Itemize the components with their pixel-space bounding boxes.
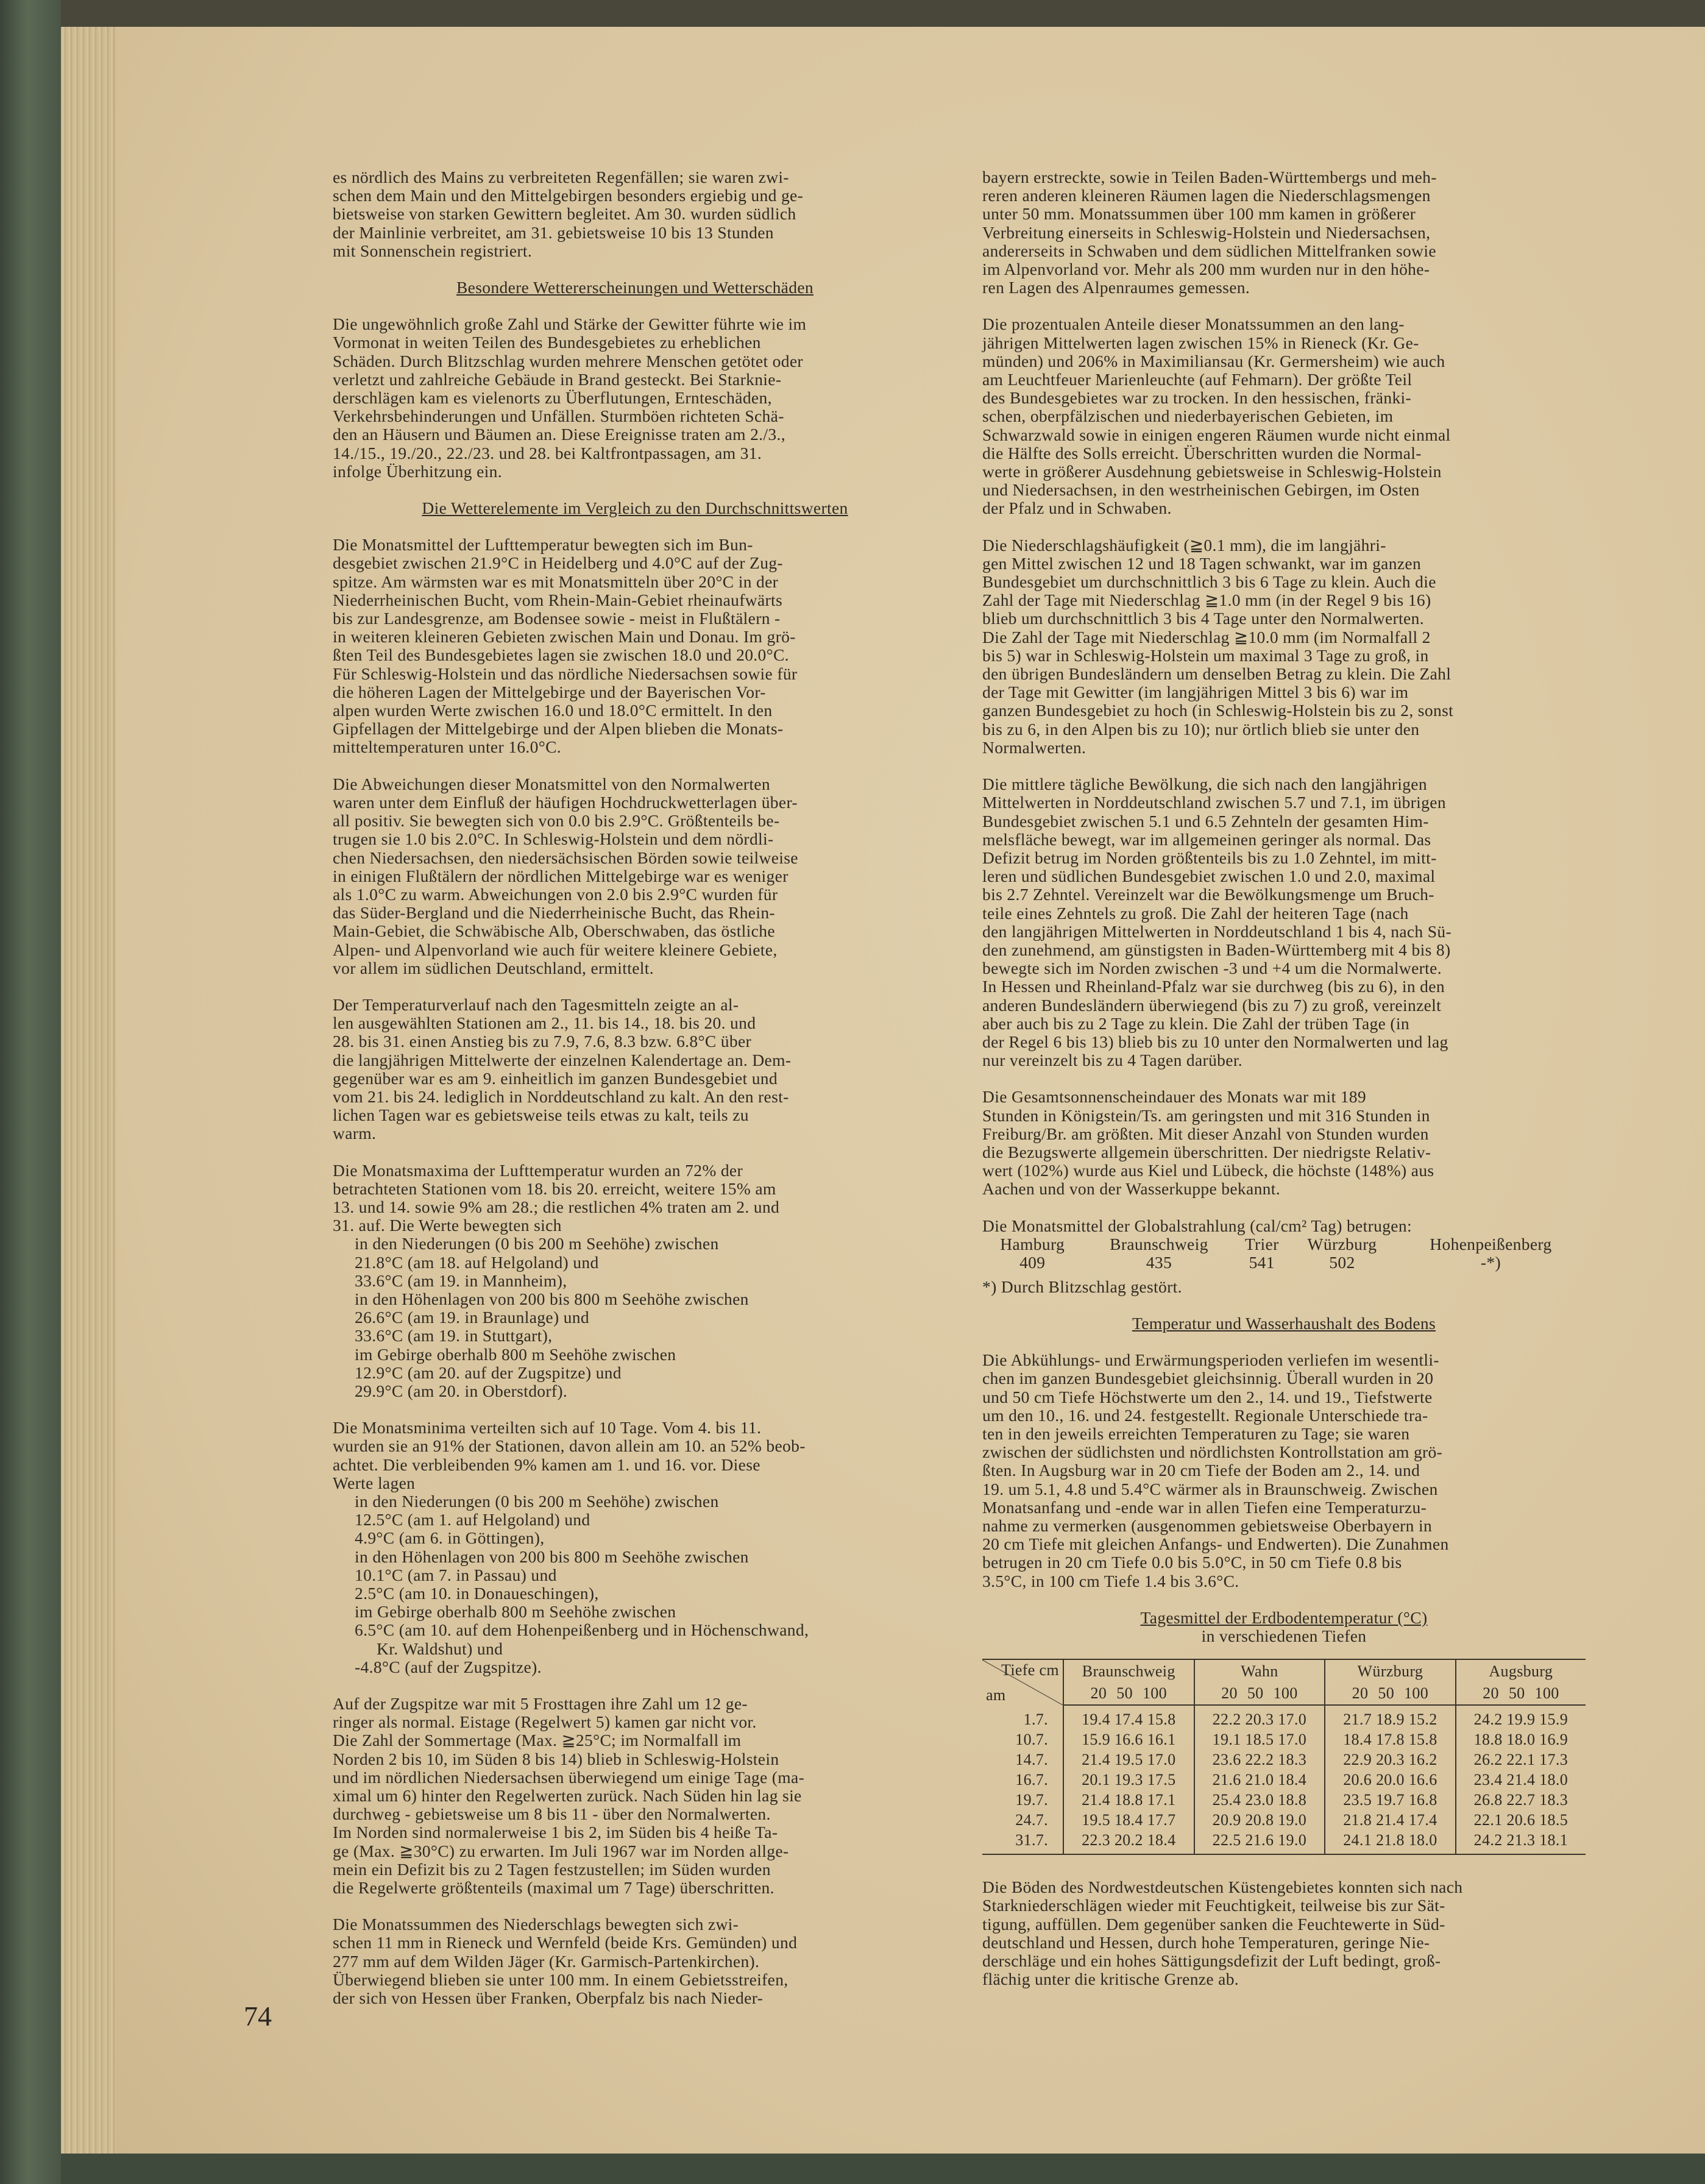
text-line: ßten Teil des Bundesgebietes lagen sie zwischen 18.0 und 20.0°C. [333,645,789,665]
temperature-cell: 24.1 21.8 18.0 [1325,1830,1456,1854]
text-line: vor allem im südlichen Deutschland, ermittelt. [333,958,654,977]
row-date: 1.7. [982,1705,1063,1729]
radiation-value: 409 [1019,1252,1046,1272]
text-line: ßten. In Augsburg war in 20 cm Tiefe der Boden am 2., 14. und [982,1461,1420,1480]
text-line: Zahl der Tage mit Niederschlag ≧1.0 mm (in der Regel 9 bis 16) [982,590,1431,610]
depth-label: 100 [1142,1684,1168,1703]
text-line: der Regel 6 bis 13) blieb bis zu 10 unter den Normalwerten und lag [982,1032,1448,1051]
list-line: 29.9°C (am 20. in Oberstdorf). [355,1381,568,1400]
list-line: 2.5°C (am 10. in Donaueschingen), [355,1584,599,1603]
text-line: am Leuchtfeuer Marienleuchte (auf Fehmarn). Der größte Teil [982,370,1413,389]
temperature-cell: 20.9 20.8 19.0 [1194,1810,1325,1830]
depth-header [1194,1682,1325,1706]
text-line: mein ein Defizit bis zu 2 Tagen festzustellen; im Süden wurden [333,1859,771,1879]
global-radiation-stations-row [982,1235,1586,1253]
temperature-cell: 24.2 21.3 18.1 [1456,1830,1586,1854]
station-header: Würzburg [1325,1659,1456,1682]
temperature-cell: 22.2 20.3 17.0 [1194,1705,1325,1729]
section-heading: Besondere Wettererscheinungen und Wetterschäden [456,278,814,297]
text-line: Verkehrsbehinderungen und Unfällen. Sturmböen richteten Schä- [333,406,784,426]
text-line: derschläge und ein hohes Sättigungsdefizit der Luft bedingt, groß- [982,1951,1441,1971]
text-line: bietsweise von starken Gewittern begleitet. Am 30. wurden südlich [333,204,796,224]
text-paragraph [982,1088,1586,1198]
text-line: Monatsanfang und -ende war in allen Tiefen eine Temperaturzu- [982,1497,1427,1517]
temperature-cell: 23.6 22.2 18.3 [1194,1750,1325,1770]
text-line: in einigen Flußtälern der nördlichen Mittelgebirge war es weniger [333,866,789,885]
temperature-cell: 19.1 18.5 17.0 [1194,1729,1325,1750]
soil-table-body [982,1705,1586,1854]
text-line: andererseits in Schwaben und dem südlichen Mittelfranken sowie [982,241,1436,260]
list-line: -4.8°C (auf der Zugspitze). [355,1657,542,1676]
right-text-column [982,168,1586,2007]
row-date: 10.7. [982,1729,1063,1750]
text-line: Die Monatssummen des Niederschlags bewegten sich zwi- [333,1915,739,1934]
book-binding-top [0,0,1705,27]
text-line: betrachteten Stationen vom 18. bis 20. erreicht, weitere 15% am [333,1179,776,1198]
text-line: Verbreitung einerseits in Schleswig-Holstein und Niedersachsen, [982,222,1431,242]
table-row [982,1770,1586,1790]
text-paragraph [982,168,1586,297]
depth-header [1325,1682,1456,1706]
text-line: des Bundesgebietes war zu trocken. In den hessischen, fränki- [982,388,1412,408]
soil-paragraph [982,1351,1586,1590]
text-line: schen 11 mm in Rieneck und Wernfeld (beide Krs. Gemünden) und [333,1933,798,1952]
radiation-station: Braunschweig [1110,1234,1208,1253]
depth-label: 20 [1090,1684,1107,1703]
text-line: die Bezugswerte allgemein überschritten. Der niedrigste Relativ- [982,1142,1431,1161]
list-line: im Gebirge oberhalb 800 m Seehöhe zwischen [355,1602,676,1622]
text-line: Überwiegend blieben sie unter 100 mm. In einem Gebietsstreifen, [333,1970,789,1989]
radiation-value: -*) [1480,1252,1501,1272]
text-line: gen Mittel zwischen 12 und 18 Tagen schwankt, war im ganzen [982,553,1422,573]
table-row [982,1750,1586,1770]
text-line: Auf der Zugspitze war mit 5 Frosttagen ihre Zahl um 12 ge- [333,1694,748,1714]
station-header: Braunschweig [1063,1659,1194,1682]
temperature-cell: 18.4 17.8 15.8 [1325,1729,1456,1750]
text-line: 31. auf. Die Werte bewegten sich [333,1216,562,1235]
text-line: 14./15., 19./20., 22./23. und 28. bei Kaltfrontpassagen, am 31. [333,443,762,463]
table-row [982,1790,1586,1810]
text-line: Gipfellagen der Mittelgebirge und der Alpen blieben die Monats- [333,719,784,739]
text-line: Alpen- und Alpenvorland wie auch für weitere kleinere Gebiete, [333,940,778,959]
text-paragraph [333,775,937,977]
soil-table-subtitle: in verschiedenen Tiefen [1201,1626,1367,1646]
text-line: gegenüber war es am 9. einheitlich im ganzen Bundesgebiet und [333,1068,778,1088]
temperature-cell: 21.6 21.0 18.4 [1194,1770,1325,1790]
list-line: 10.1°C (am 7. in Passau) und [355,1565,557,1584]
text-line: ten in den jeweils erreichten Temperaturen zu Tage; sie waren [982,1424,1410,1443]
global-radiation-table [982,1235,1586,1272]
text-line: schen dem Main und den Mittelgebirgen besonders ergiebig und ge- [333,186,804,205]
soil-table-station-header [982,1659,1586,1682]
text-line: derschlägen kam es vielenorts zu Überflutungen, Ernteschäden, [333,388,772,408]
text-line: ganzen Bundesgebiet zu hoch (in Schleswig-Holstein bis zu 2, sonst [982,701,1454,720]
text-line: in weiteren kleineren Gebieten zwischen Main und Donau. Im grö- [333,627,796,647]
text-line: waren unter dem Einfluß der häufigen Hochdruckwetterlagen über- [333,792,798,812]
list-line: 12.5°C (am 1. auf Helgoland) und [355,1510,590,1530]
radiation-station: Hamburg [1000,1234,1065,1253]
text-line: wert (102%) wurde aus Kiel und Lübeck, die höchste (148%) aus [982,1161,1434,1180]
list-line: 33.6°C (am 19. in Mannheim), [355,1271,567,1290]
text-line: die Hälfte des Solls erreicht. Überschritten wurden die Normal- [982,443,1422,463]
text-line: Die Gesamtsonnenscheindauer des Monats war mit 189 [982,1087,1366,1107]
temperature-cell: 22.3 20.2 18.4 [1063,1830,1194,1854]
temperature-cell: 22.1 20.6 18.5 [1473,1811,1569,1829]
temperature-cell: 22.9 20.3 16.2 [1325,1750,1456,1770]
text-line: leren und südlichen Bundesgebiet zwischen 1.0 und 2.0, maximal [982,867,1436,886]
text-paragraph [333,168,937,260]
text-line: bis 5) war in Schleswig-Holstein um maximal 3 Tage zu groß, in [982,645,1429,665]
temperature-cell: 22.5 21.6 19.0 [1194,1830,1325,1854]
temperature-cell: 15.9 16.6 16.1 [1063,1729,1194,1750]
soil-temperature-table [982,1659,1586,1855]
text-line: um den 10., 16. und 24. festgestellt. Regionale Unterschiede tra- [982,1405,1428,1425]
list-line: 21.8°C (am 18. auf Helgoland) und [355,1252,599,1272]
text-line: Mittelwerten in Norddeutschland zwischen 5.7 und 7.1, im übrigen [982,793,1446,812]
depth-label: 20 [1483,1684,1499,1703]
text-line: bis 2.7 Zehntel. Vereinzelt war die Bewölkungsmenge um Bruch- [982,885,1434,904]
text-line: Die Monatsmaxima der Lufttemperatur wurden an 72% der [333,1160,743,1180]
row-date: 24.7. [982,1810,1063,1830]
radiation-station: Würzburg [1307,1234,1377,1253]
text-line: Die ungewöhnlich große Zahl und Stärke der Gewitter führte wie im [333,314,807,334]
text-line: Die Abweichungen dieser Monatsmittel von den Normalwerten [333,774,770,793]
text-line: bis zu 6, in den Alpen bis zu 10); nur örtlich blieb sie unter den [982,719,1420,739]
text-line: und im nördlichen Niedersachsen überwiegend um einige Tage (ma- [333,1767,805,1787]
depth-label: 50 [1378,1684,1395,1703]
text-paragraph [333,1695,937,1897]
depth-label: 100 [1404,1684,1429,1703]
text-line: 277 mm auf dem Wilden Jäger (Kr. Garmisch-Partenkirchen). [333,1951,760,1971]
text-line: Die Monatsminima verteilten sich auf 10 Tage. Vom 4. bis 11. [333,1418,762,1438]
text-line: Stunden in Königstein/Ts. am geringsten und mit 316 Stunden in [982,1105,1430,1125]
text-line: Für Schleswig-Holstein und das nördliche Niedersachsen sowie für [333,664,798,683]
text-line: der sich von Hessen über Franken, Oberpfalz bis nach Nieder- [333,1988,764,2008]
text-line: Vormonat in weiten Teilen des Bundesgebietes zu erheblichen [333,333,761,352]
radiation-station: Hohenpeißenberg [1430,1234,1552,1253]
soil-section-heading: Temperatur und Wasserhaushalt des Bodens [1132,1313,1436,1333]
soil-table-depth-header [982,1682,1586,1706]
temperature-cell: 21.4 19.5 17.0 [1063,1750,1194,1770]
text-paragraph [982,536,1586,757]
page-number: 74 [244,2001,272,2032]
list-line: Kr. Waldshut) und [377,1639,503,1658]
text-line: nahme zu vermerken (ausgenommen gebietsweise Oberbayern in [982,1516,1433,1535]
text-line: teile eines Zehntels zu groß. Die Zahl der heiteren Tage (nach [982,903,1409,923]
text-line: Bundesgebiet um durchschnittlich 3 bis 6 Tage zu klein. Auch die [982,572,1436,592]
list-line: 33.6°C (am 19. in Stuttgart), [355,1326,553,1346]
radiation-value: 502 [1329,1252,1355,1272]
text-line: In Hessen und Rheinland-Pfalz war sie durchweg (bis zu 6), in den [982,977,1445,996]
closing-paragraph [982,1878,1586,1988]
temperature-cell: 25.4 23.0 18.8 [1194,1790,1325,1810]
text-line: Die Zahl der Sommertage (Max. ≧25°C; im Normalfall im [333,1731,742,1750]
text-line: chen im ganzen Bundesgebiet gleichsinnig. Überall wurden in 20 [982,1369,1434,1388]
temperature-cell: 21.4 18.8 17.1 [1063,1790,1194,1810]
text-line: bewegte sich im Norden zwischen -3 und +4 um die Normalwerte. [982,959,1442,978]
temperature-cell: 19.5 18.4 17.7 [1063,1810,1194,1830]
text-line: verletzt und zahlreiche Gebäude in Brand gesteckt. Bei Starknie- [333,369,782,389]
text-line: den übrigen Bundesländern um denselben Betrag zu klein. Die Zahl [982,664,1452,684]
text-line: Starkniederschlägen wieder mit Feuchtigkeit, teilweise bis zur Sät- [982,1896,1445,1915]
text-line: warm. [333,1124,377,1143]
text-line: achtet. Die verbleibenden 9% kamen am 1. und 16. vor. Diese [333,1455,760,1474]
text-line: Werte lagen [333,1473,416,1492]
text-line: als 1.0°C zu warm. Abweichungen von 2.0 bis 2.9°C wurden für [333,884,778,904]
row-date: 19.7. [982,1790,1063,1810]
list-line: im Gebirge oberhalb 800 m Seehöhe zwischen [355,1344,676,1364]
radiation-value: 435 [1146,1252,1172,1272]
text-line: wurden sie an 91% der Stationen, davon allein am 10. an 52% beob- [333,1436,806,1456]
temperature-cell: 23.5 19.7 16.8 [1325,1790,1456,1810]
text-line: Defizit betrug im Norden größtenteils bis zu 1.0 Zehntel, im mitt- [982,848,1437,867]
text-line: bis zur Landesgrenze, am Bodensee sowie - meist in Flußtälern - [333,609,781,628]
text-paragraph [333,1161,937,1401]
text-line: blieb um durchschnittlich 3 bis 4 Tage unter den Normalwerten. [982,609,1424,628]
list-line: in den Höhenlagen von 200 bis 800 m Seehöhe zwischen [355,1547,749,1566]
row-date: 14.7. [982,1750,1063,1770]
temperature-cell: 20.6 20.0 16.6 [1325,1770,1456,1790]
text-line: Die Abkühlungs- und Erwärmungsperioden verliefen im wesentli- [982,1350,1439,1370]
text-line: infolge Überhitzung ein. [333,461,502,481]
station-header: Wahn [1194,1659,1325,1682]
text-line: 20 cm Tiefe mit gleichen Anfangs- und Endwerten). Die Zunahmen [982,1534,1449,1554]
list-line: in den Niederungen (0 bis 200 m Seehöhe) zwischen [355,1492,719,1511]
text-line: Schäden. Durch Blitzschlag wurden mehrere Menschen getötet oder [333,351,803,370]
text-paragraph [982,775,1586,1069]
text-line: 3.5°C, in 100 cm Tiefe 1.4 bis 3.6°C. [982,1571,1239,1590]
text-line: Main-Gebiet, die Schwäbische Alb, Oberschwaben, das östliche [333,921,775,941]
text-paragraph [333,996,937,1143]
left-text-column [333,168,937,2026]
text-line: durchweg - gebietsweise um 8 bis 11 - über den Normalwerten. [333,1804,771,1824]
text-paragraph [333,1915,937,2007]
text-line: vom 21. bis 24. lediglich in Norddeutschland zu kalt. An den rest- [333,1087,789,1106]
text-line: Der Temperaturverlauf nach den Tagesmitteln zeigte an al- [333,994,739,1014]
depth-header [1456,1682,1586,1706]
text-line: len ausgewählten Stationen am 2., 11. bis 14., 18. bis 20. und [333,1013,756,1033]
text-line: und Niedersachsen, in den westrheinischen Gebirgen, im Osten [982,480,1420,500]
row-date: 16.7. [982,1770,1063,1790]
list-line: 26.6°C (am 19. in Braunlage) und [355,1308,589,1327]
text-line: reren anderen kleineren Räumen lagen die Niederschlagsmengen [982,186,1431,205]
text-line: die höheren Lagen der Mittelgebirge und der Bayerischen Vor- [333,682,766,701]
soil-table-title: Tagesmittel der Erdbodentemperatur (°C) [1140,1608,1428,1627]
text-line: lichen Tagen war es gebietsweise teils etwas zu kalt, teils zu [333,1105,749,1125]
text-line: Normalwerten. [982,737,1086,757]
text-paragraph [333,315,937,481]
depth-label: 20 [1221,1684,1238,1703]
list-line: 12.9°C (am 20. auf der Zugspitze) und [355,1363,622,1382]
text-line: ge (Max. ≧30°C) zu erwarten. Im Juli 1967 war im Norden allge- [333,1841,789,1860]
text-line: den zunehmend, am günstigsten in Baden-Württemberg mit 4 bis 8) [982,940,1451,959]
global-radiation-values-row [982,1253,1586,1272]
text-line: Im Norden sind normalerweise 1 bis 2, im Süden bis 4 heiße Ta- [333,1823,778,1842]
right-column-text [982,168,1586,1199]
text-paragraph [333,1419,937,1676]
text-line: anderen Bundesländern überwiegend (bis zu 7) zu groß, vereinzelt [982,995,1442,1015]
text-line: Niederrheinischen Bucht, vom Rhein-Main-Gebiet rheinaufwärts [333,590,783,609]
list-line: 4.9°C (am 6. in Göttingen), [355,1528,545,1548]
text-line: ringer als normal. Eistage (Regelwert 5) kamen gar nicht vor. [333,1712,757,1732]
text-line: unter 50 mm. Monatssummen über 100 mm kamen in größerer [982,204,1416,224]
text-line: es nördlich des Mains zu verbreiteten Regenfällen; sie waren zwi- [333,168,789,186]
text-line: jährigen Mittelwerten lagen zwischen 15% in Rieneck (Kr. Ge- [982,333,1419,352]
text-line: Schwarzwald sowie in einigen engeren Räumen wurde nicht einmal [982,425,1451,444]
temperature-cell: 19.4 17.4 15.8 [1063,1705,1194,1729]
table-row [982,1705,1586,1729]
text-line: und 50 cm Tiefe Höchstwerte um den 2., 14. und 19., Tiefstwerte [982,1387,1433,1406]
text-line: betrugen in 20 cm Tiefe 0.0 bis 5.0°C, in 50 cm Tiefe 0.8 bis [982,1553,1402,1572]
text-line: schen, oberpfälzischen und niederbayerischen Gebieten, im [982,406,1394,426]
text-line: werte in größerer Ausdehnung gebietsweise in Schleswig-Holstein [982,462,1442,481]
text-line: Die Niederschlagshäufigkeit (≧0.1 mm), die im langjähri- [982,535,1386,555]
text-line: den an Häusern und Bäumen an. Diese Ereignisse traten am 2./3., [333,425,785,444]
depth-label: 50 [1116,1684,1133,1703]
text-paragraph [333,536,937,756]
text-line: ximal um 6) hinter den Regelwerten zurück. Nach Süden hin lag sie [333,1786,802,1806]
temperature-cell: 23.4 21.4 18.0 [1473,1771,1569,1789]
text-line: Die Monatsmittel der Lufttemperatur bewegten sich im Bun- [333,535,753,555]
text-line: der Pfalz und in Schwaben. [982,498,1172,518]
global-radiation-footnote: *) Durch Blitzschlag gestört. [982,1277,1182,1296]
temperature-cell: 18.8 18.0 16.9 [1473,1731,1569,1749]
temperature-cell: 20.1 19.3 17.5 [1063,1770,1194,1790]
page-edges [61,27,116,2154]
text-line: desgebiet zwischen 21.9°C in Heidelberg und 4.0°C auf der Zug- [333,553,783,573]
radiation-station: Trier [1244,1234,1279,1253]
corner-date-label: am [986,1686,1006,1704]
text-line: Freiburg/Br. am größten. Mit dieser Anzahl von Stunden wurden [982,1124,1429,1143]
text-line: alpen wurden Werte zwischen 16.0 und 18.0°C ermittelt. In den [333,701,773,720]
text-line: der Mainlinie verbreitet, am 31. gebietsweise 10 bis 13 Stunden [333,222,774,242]
soil-table-caption [982,1609,1586,1645]
text-line: tigung, auffüllen. Dem gegenüber sanken die Feuchtewerte in Süd- [982,1914,1445,1934]
text-line: der Tage mit Gewitter (im langjährigen Mittel 3 bis 6) war im [982,682,1409,702]
depth-label: 50 [1247,1684,1264,1703]
text-line: die langjährigen Mittelwerte der einzelnen Kalendertage an. Dem- [333,1050,792,1069]
text-line: nur vereinzelt bis zu 4 Tagen darüber. [982,1051,1243,1070]
temperature-cell: 26.2 22.1 17.3 [1473,1751,1569,1769]
text-line: spitze. Am wärmsten war es mit Monatsmitteln über 20°C in der [333,572,779,591]
corner-depth-label: Tiefe cm [1001,1661,1059,1679]
depth-label: 20 [1352,1684,1369,1703]
text-line: deutschland und Hessen, durch hohe Temperaturen, geringe Nie- [982,1932,1430,1952]
depth-label: 100 [1534,1684,1559,1703]
text-line: aber auch bis zu 2 Tage zu klein. Die Zahl der trüben Tage (in [982,1013,1410,1033]
text-line: münden) und 206% in Maximiliansau (Kr. Germersheim) wie auch [982,351,1445,370]
list-line: 6.5°C (am 10. auf dem Hohenpeißenberg und in Höchenschwand, [355,1620,809,1640]
table-row [982,1810,1586,1830]
station-header: Augsburg [1456,1659,1586,1682]
text-line: ren Lagen des Alpenraumes gemessen. [982,278,1250,297]
text-line: trugen sie 1.0 bis 2.0°C. In Schleswig-Holstein und dem nördli- [333,829,774,849]
depth-label: 50 [1508,1684,1525,1703]
text-line: 28. bis 31. einen Anstieg bis zu 7.9, 7.6, 8.3 bzw. 6.8°C über [333,1032,752,1051]
text-line: Aachen und von der Wasserkuppe bekannt. [982,1179,1280,1199]
text-line: all positiv. Sie bewegten sich von 0.0 bis 2.9°C. Größtenteils be- [333,811,780,831]
soil-table-corner [982,1659,1063,1705]
table-row [982,1830,1586,1854]
text-line: Die prozentualen Anteile dieser Monatssummen an den lang- [982,314,1405,334]
depth-label: 100 [1273,1684,1298,1703]
text-line: das Süder-Bergland und die Niederrheinische Bucht, das Rhein- [333,903,775,923]
section-heading: Die Wetterelemente im Vergleich zu den Durchschnittswerten [422,498,848,518]
text-line: im Alpenvorland vor. Mehr als 200 mm wurden nur in den höhe- [982,260,1430,279]
text-line: melsfläche bewegt, war im allgemeinen geringer als normal. Das [982,829,1431,849]
temperature-cell: 21.8 21.4 17.4 [1325,1810,1456,1830]
temperature-cell: 21.7 18.9 15.2 [1325,1705,1456,1729]
text-line: zwischen der südlichsten und nördlichsten Kontrollstation am grö- [982,1442,1443,1462]
temperature-cell: 24.2 19.9 15.9 [1473,1711,1569,1729]
text-line: mitteltemperaturen unter 16.0°C. [333,737,562,757]
text-line: Die Böden des Nordwestdeutschen Küstengebietes konnten sich nach [982,1877,1463,1897]
depth-header [1063,1682,1194,1706]
text-line: 19. um 5.1, 4.8 und 5.4°C wärmer als in Braunschweig. Zwischen [982,1479,1438,1498]
text-line: 13. und 14. sowie 9% am 28.; die restlichen 4% traten am 2. und [333,1197,780,1216]
global-radiation-intro: Die Monatsmittel der Globalstrahlung (cal/cm² Tag) betrugen: [982,1216,1412,1235]
text-line: den langjährigen Mittelwerten in Norddeutschland 1 bis 4, nach Sü- [982,921,1452,941]
text-line: Norden 2 bis 10, im Süden 8 bis 14) blieb in Schleswig-Holstein [333,1749,779,1768]
row-date: 31.7. [982,1830,1063,1854]
text-line: bayern erstreckte, sowie in Teilen Baden-Württembergs und meh- [982,168,1437,186]
text-line: Die mittlere tägliche Bewölkung, die sich nach den langjährigen [982,775,1427,794]
text-line: mit Sonnenschein registriert. [333,241,533,260]
text-paragraph [982,315,1586,517]
text-line: Die Zahl der Tage mit Niederschlag ≧10.0 mm (im Normalfall 2 [982,627,1431,647]
table-row [982,1729,1586,1750]
text-line: Bundesgebiet zwischen 5.1 und 6.5 Zehnteln der gesamten Him- [982,811,1429,831]
text-line: chen Niedersachsen, den niedersächsischen Börden sowie teilweise [333,848,798,867]
list-line: in den Niederungen (0 bis 200 m Seehöhe) zwischen [355,1234,719,1253]
text-line: die Regelwerte größtenteils (maximal um 7 Tage) überschritten. [333,1878,775,1898]
text-line: flächig unter die kritische Grenze ab. [982,1970,1239,1989]
list-line: in den Höhenlagen von 200 bis 800 m Seehöhe zwischen [355,1289,749,1308]
radiation-value: 541 [1249,1252,1275,1272]
temperature-cell: 26.8 22.7 18.3 [1473,1791,1569,1809]
book-binding-spine [0,0,61,2184]
